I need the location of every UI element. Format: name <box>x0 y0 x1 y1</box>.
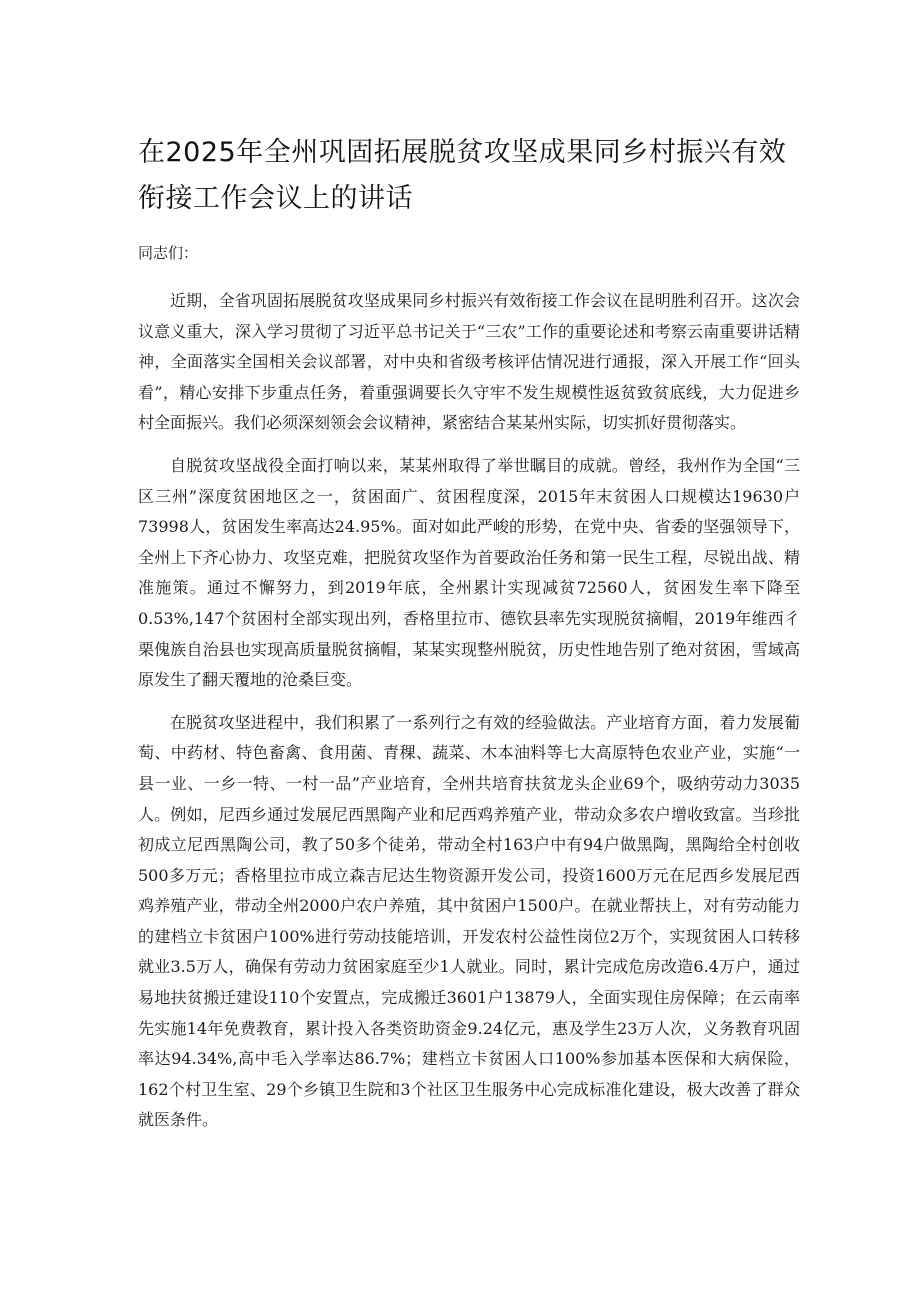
paragraph: 自脱贫攻坚战役全面打响以来，某某州取得了举世瞩目的成就。曾经，我州作为全国“三区三州”深度贫困地区之一，贫困面广、贫困程度深，2015年末贫困人口规模达19630户73998人，贫困发生率高达24.95%。面对如此严峻的形势，在党中央、省委的坚强领导下，全州上下齐心协力、攻坚克难，把脱贫攻坚作为首要政治任务和第一民生工程，尽锐出战、精准施策。通过不懈努力，到2019年底，全州累计实现减贫72560人，贫困发生率下降至0.53%,147个贫困村全部实现出列，香格里拉市、德钦县率先实现脱贫摘帽，2019年维西彳栗傀族自治县也实现高质量脱贫摘帽，某某实现整州脱贫，历史性地告别了绝对贫困，雪域高原发生了翻天覆地的沧桑巨变。 <box>138 455 800 690</box>
document-body <box>138 286 800 1148</box>
paragraph: 在脱贫攻坚进程中，我们积累了一系列行之有效的经验做法。产业培育方面，着力发展葡萄、中药材、特色畜禽、食用菌、青稞、蔬菜、木本油料等七大高原特色农业产业，实施“一县一业、一乡一特、一村一品”产业培育，全州共培育扶贫龙头企业69个，吸纳劳动力3035人。例如，尼西乡通过发展尼西黑陶产业和尼西鸡养殖产业，带动众多农户增收致富。当珍批初成立尼西黑陶公司，教了50多个徒弟，带动全村163户中有94户做黑陶，黑陶给全村创收500多万元；香格里拉市成立森吉尼达生物资源开发公司，投资1600万元在尼西乡发展尼西鸡养殖产业，带动全州2000户农户养殖，其中贫困户1500户。在就业帮扶上，对有劳动能力的建档立卡贫困户100%进行劳动技能培训，开发农村公益性岗位2万个，实现贫困人口转移就业3.5万人，确保有劳动力贫困家庭至少1人就业。同时，累计完成危房改造6.4万户，通过易地扶贫搬迁建设110个安置点，完成搬迁3601户13879人，全面实现住房保障；在云南率先实施14年免费教育，累计投入各类资助资金9.24亿元，惠及学生23万人次，义务教育巩固率达94.34%,高中毛入学率达86.7%；建档立卡贫困人口100%参加基本医保和大病保险，162个村卫生室、29个乡镇卫生院和3个社区卫生服务中心完成标准化建设，极大改善了群众就医条件。 <box>138 712 800 1130</box>
document-title: 在2025年全州巩固拓展脱贫攻坚成果同乡村振兴有效衔接工作会议上的讲话 <box>138 137 787 214</box>
paragraph: 近期，全省巩固拓展脱贫攻坚成果同乡村振兴有效衔接工作会议在昆明胜利召开。这次会议意义重大，深入学习贯彻了习近平总书记关于“三农”工作的重要论述和考察云南重要讲话精神，全面落实全国相关会议部署，对中央和省级考核评估情况进行通报，深入开展工作“回头看”，精心安排下步重点任务，着重强调要长久守牢不发生规模性返贫致贫底线，大力促进乡村全面振兴。我们必须深刻领会会议精神，紧密结合某某州实际，切实抓好贯彻落实。 <box>138 291 800 433</box>
salutation: 同志们： <box>138 244 199 262</box>
